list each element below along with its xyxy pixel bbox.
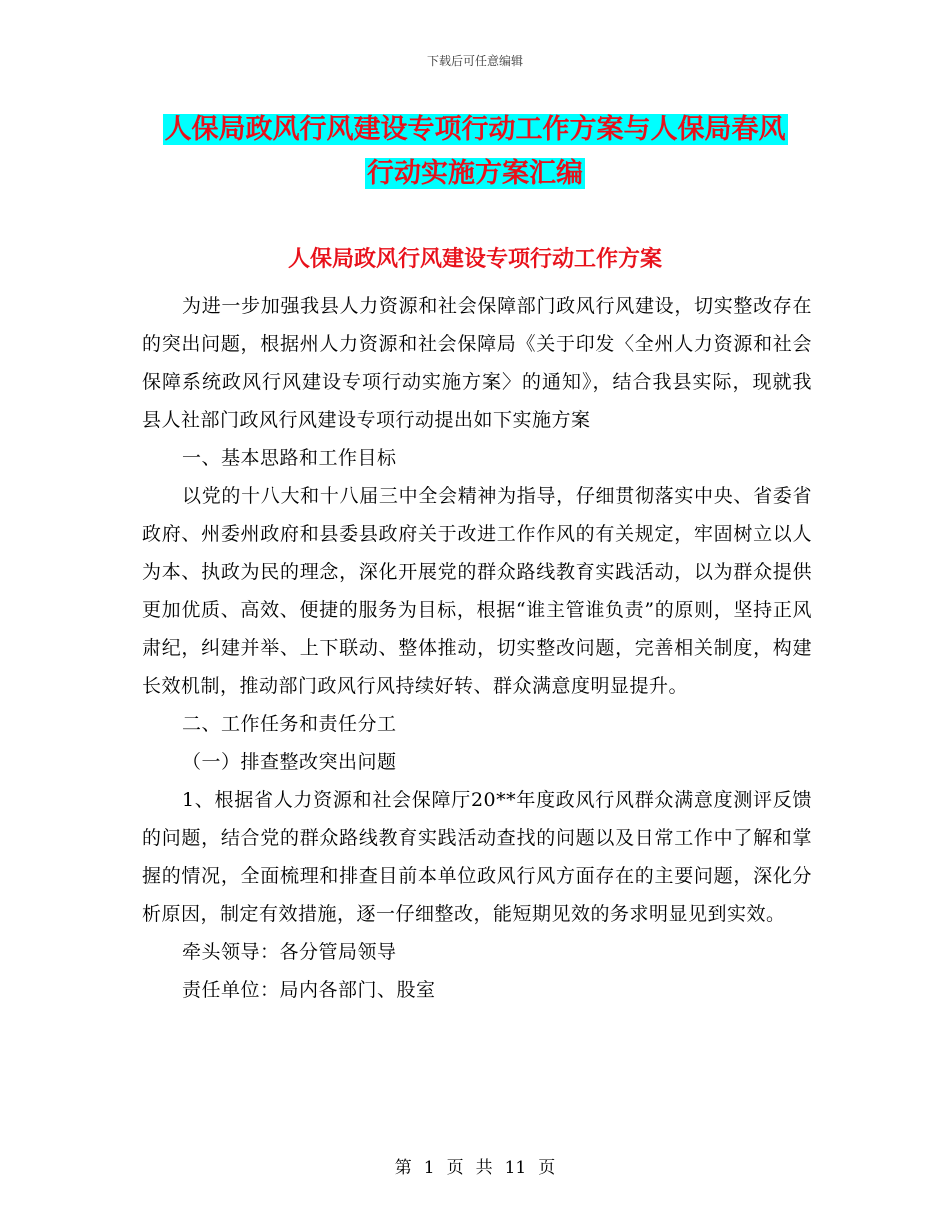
- title-highlight-1: 人保局政风行风建设专项行动工作方案与人保局春风: [164, 114, 786, 145]
- paragraph-intro: 为进一步加强我县人力资源和社会保障部门政风行风建设，切实整改存在的突出问题，根据州人力资源和社会保障局《关于印发〈全州人力资源和社会保障系统政风行风建设专项行动实施方案〉的通知》，结合我县实际，现就我县人社部门政风行风建设专项行动提出如下实施方案: [142, 295, 812, 431]
- page-header-note: 下载后可任意编辑: [426, 54, 523, 68]
- paragraph-lead: 牵头领导：各分管局领导: [182, 941, 397, 963]
- document-title-line-2: [0, 152, 950, 196]
- footer-page-unit: 页: [446, 1158, 464, 1178]
- section-title: 人保局政风行风建设专项行动工作方案: [287, 247, 662, 272]
- heading-subtask-1: （一）排查整改突出问题: [182, 751, 397, 773]
- paragraph-responsible: 责任单位：局内各部门、股室: [182, 979, 436, 1001]
- paragraph-task-1: 1、根据省人力资源和社会保障厅20**年度政风行风群众满意度测评反馈的问题，结合党的群众路线教育实践活动查找的问题以及日常工作中了解和掌握的情况，全面梳理和排查目前本单位政风行风方面存在的主要问题，深化分析原因，制定有效措施，逐一仔细整改，能短期见效的务求明显见到实效。: [142, 789, 812, 925]
- heading-tasks: 二、工作任务和责任分工: [182, 713, 397, 735]
- footer-total-unit: 页: [538, 1158, 556, 1178]
- footer-page-number: 1: [423, 1158, 435, 1178]
- title-highlight-2: 行动实施方案汇编: [367, 158, 583, 189]
- page-footer: [0, 1153, 950, 1178]
- footer-total-number: 11: [504, 1158, 527, 1178]
- document-title-line-1: [0, 108, 950, 152]
- footer-total-label: 共: [475, 1158, 493, 1178]
- paragraph-guidance: 以党的十八大和十八届三中全会精神为指导，仔细贯彻落实中央、省委省政府、州委州政府和县委县政府关于改进工作作风的有关规定，牢固树立以人为本、执政为民的理念，深化开展党的群众路线教育实践活动，以为群众提供更加优质、高效、便捷的服务为目标，根据“谁主管谁负责”的原则，坚持正风肃纪，纠建并举、上下联动、整体推动，切实整改问题，完善相关制度，构建长效机制，推动部门政风行风持续好转、群众满意度明显提升。: [142, 485, 812, 697]
- heading-basic-goals: 一、基本思路和工作目标: [182, 447, 397, 469]
- document-body: [142, 287, 812, 1009]
- footer-page-label: 第: [394, 1158, 412, 1178]
